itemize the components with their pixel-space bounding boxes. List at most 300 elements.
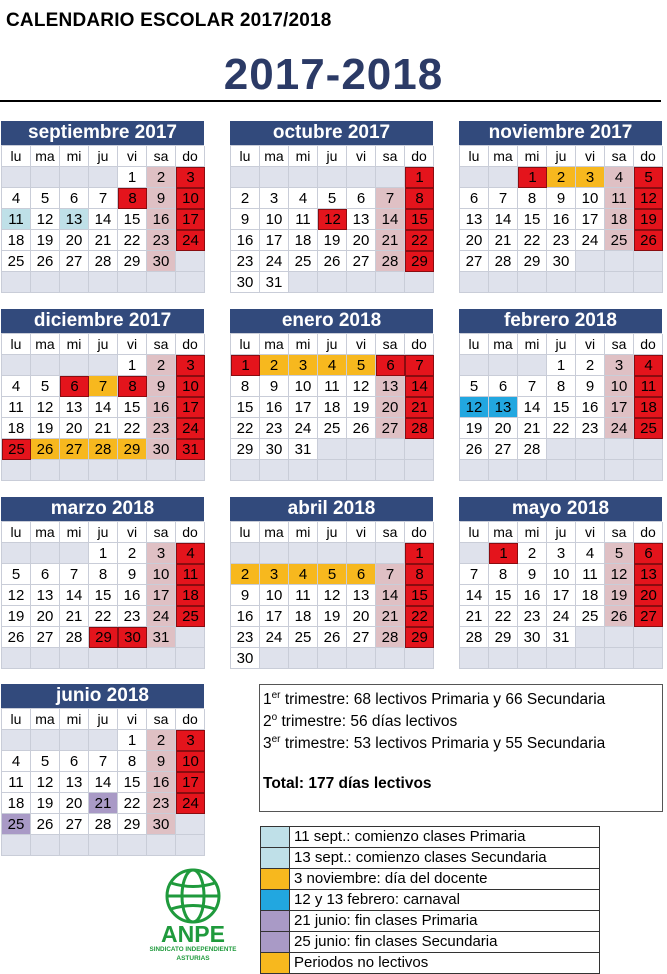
day-cell: 15	[405, 209, 434, 230]
day-cell: 2	[118, 543, 147, 564]
day-cell: 21	[460, 606, 489, 627]
day-cell: 7	[60, 564, 89, 585]
weekday-header: ju	[318, 522, 347, 543]
weekday-header: mi	[60, 146, 89, 167]
day-cell: 4	[2, 188, 31, 209]
weekday-header: vi	[118, 334, 147, 355]
empty-cell	[89, 730, 118, 751]
empty-cell	[118, 460, 147, 481]
day-cell: 28	[376, 627, 405, 648]
anpe-logo	[148, 866, 238, 962]
weekday-header: ma	[489, 334, 518, 355]
day-cell: 21	[376, 230, 405, 251]
day-cell: 6	[634, 543, 663, 564]
day-cell: 25	[176, 606, 205, 627]
day-cell: 5	[318, 564, 347, 585]
day-cell: 12	[31, 397, 60, 418]
month-grid	[459, 521, 662, 669]
day-cell: 7	[376, 564, 405, 585]
legend-label: 25 junio: fin clases Secundaria	[294, 933, 498, 950]
day-cell: 28	[89, 439, 118, 460]
day-cell: 7	[89, 751, 118, 772]
day-cell: 7	[489, 188, 518, 209]
day-cell: 23	[576, 418, 605, 439]
day-cell: 3	[260, 188, 289, 209]
day-cell: 25	[634, 418, 663, 439]
legend-item	[261, 890, 599, 911]
month-grid	[1, 145, 204, 293]
weekday-header: lu	[2, 709, 31, 730]
day-cell: 28	[60, 627, 89, 648]
legend-swatch	[261, 890, 290, 910]
day-cell: 4	[576, 543, 605, 564]
month-title: noviembre 2017	[459, 121, 662, 145]
day-cell: 1	[547, 355, 576, 376]
day-cell: 23	[231, 251, 260, 272]
day-cell: 10	[260, 585, 289, 606]
day-cell: 18	[2, 418, 31, 439]
empty-cell	[605, 272, 634, 293]
day-cell: 3	[605, 355, 634, 376]
month-title: marzo 2018	[1, 497, 204, 521]
day-cell: 12	[634, 188, 663, 209]
day-cell: 14	[89, 772, 118, 793]
svg-text:ANPE: ANPE	[161, 921, 225, 947]
day-cell: 21	[89, 230, 118, 251]
day-cell: 4	[176, 543, 205, 564]
weekday-header: ju	[318, 334, 347, 355]
day-cell: 22	[518, 230, 547, 251]
month-title: septiembre 2017	[1, 121, 204, 145]
weekday-header: sa	[605, 146, 634, 167]
day-cell: 28	[89, 814, 118, 835]
legend-item	[261, 953, 599, 974]
day-cell: 30	[147, 439, 176, 460]
empty-cell	[147, 460, 176, 481]
day-cell: 18	[2, 230, 31, 251]
day-cell: 14	[89, 209, 118, 230]
empty-cell	[547, 272, 576, 293]
trimester-summary	[259, 684, 663, 812]
day-cell: 19	[31, 793, 60, 814]
empty-cell	[634, 648, 663, 669]
weekday-header: lu	[460, 522, 489, 543]
day-cell: 27	[60, 814, 89, 835]
day-cell: 8	[231, 376, 260, 397]
day-cell: 6	[60, 376, 89, 397]
weekday-header: lu	[460, 334, 489, 355]
empty-cell	[118, 272, 147, 293]
weekday-header: vi	[576, 334, 605, 355]
day-cell: 22	[547, 418, 576, 439]
legend-swatch	[261, 848, 290, 868]
weekday-header: mi	[60, 522, 89, 543]
day-cell: 9	[118, 564, 147, 585]
empty-cell	[405, 460, 434, 481]
day-cell: 9	[147, 751, 176, 772]
day-cell: 8	[118, 188, 147, 209]
day-cell: 3	[176, 355, 205, 376]
empty-cell	[634, 627, 663, 648]
empty-cell	[31, 272, 60, 293]
empty-cell	[2, 167, 31, 188]
day-cell: 13	[489, 397, 518, 418]
day-cell: 4	[2, 376, 31, 397]
day-cell: 26	[634, 230, 663, 251]
day-cell: 27	[347, 627, 376, 648]
day-cell: 11	[289, 585, 318, 606]
empty-cell	[2, 648, 31, 669]
day-cell: 25	[2, 814, 31, 835]
day-cell: 13	[60, 772, 89, 793]
day-cell: 28	[460, 627, 489, 648]
empty-cell	[60, 648, 89, 669]
legend	[260, 826, 600, 974]
month-title: mayo 2018	[459, 497, 662, 521]
day-cell: 18	[289, 606, 318, 627]
day-cell: 10	[176, 376, 205, 397]
day-cell: 1	[118, 355, 147, 376]
day-cell: 3	[289, 355, 318, 376]
legend-item	[261, 848, 599, 869]
empty-cell	[376, 272, 405, 293]
empty-cell	[289, 543, 318, 564]
day-cell: 17	[147, 585, 176, 606]
day-cell: 30	[118, 627, 147, 648]
day-cell: 23	[147, 418, 176, 439]
day-cell: 13	[347, 585, 376, 606]
day-cell: 6	[347, 564, 376, 585]
empty-cell	[489, 460, 518, 481]
day-cell: 24	[576, 230, 605, 251]
day-cell: 18	[576, 585, 605, 606]
day-cell: 31	[547, 627, 576, 648]
day-cell: 30	[147, 814, 176, 835]
weekday-header: sa	[376, 334, 405, 355]
empty-cell	[518, 355, 547, 376]
empty-cell	[489, 648, 518, 669]
day-cell: 24	[547, 606, 576, 627]
empty-cell	[176, 835, 205, 856]
day-cell: 18	[605, 209, 634, 230]
weekday-header: vi	[576, 146, 605, 167]
day-cell: 22	[231, 418, 260, 439]
day-cell: 31	[289, 439, 318, 460]
day-cell: 16	[518, 585, 547, 606]
month-title: enero 2018	[230, 309, 433, 333]
weekday-header: do	[634, 146, 663, 167]
day-cell: 15	[118, 772, 147, 793]
day-cell: 16	[147, 772, 176, 793]
empty-cell	[605, 439, 634, 460]
day-cell: 17	[605, 397, 634, 418]
empty-cell	[376, 543, 405, 564]
day-cell: 29	[118, 439, 147, 460]
day-cell: 19	[634, 209, 663, 230]
empty-cell	[547, 439, 576, 460]
day-cell: 9	[547, 188, 576, 209]
month-septiembre	[1, 121, 204, 293]
day-cell: 10	[289, 376, 318, 397]
day-cell: 8	[89, 564, 118, 585]
empty-cell	[634, 272, 663, 293]
day-cell: 7	[89, 376, 118, 397]
day-cell: 10	[547, 564, 576, 585]
empty-cell	[347, 648, 376, 669]
day-cell: 2	[547, 167, 576, 188]
day-cell: 10	[147, 564, 176, 585]
legend-item	[261, 827, 599, 848]
day-cell: 27	[376, 418, 405, 439]
day-cell: 13	[460, 209, 489, 230]
day-cell: 3	[147, 543, 176, 564]
day-cell: 19	[2, 606, 31, 627]
day-cell: 1	[118, 730, 147, 751]
legend-swatch	[261, 869, 290, 889]
year-range-heading: 2017-2018	[223, 50, 444, 99]
empty-cell	[289, 460, 318, 481]
day-cell: 30	[231, 648, 260, 669]
day-cell: 11	[2, 397, 31, 418]
weekday-header: do	[176, 709, 205, 730]
empty-cell	[489, 167, 518, 188]
empty-cell	[576, 648, 605, 669]
day-cell: 12	[460, 397, 489, 418]
empty-cell	[318, 439, 347, 460]
day-cell: 2	[260, 355, 289, 376]
month-title: febrero 2018	[459, 309, 662, 333]
empty-cell	[260, 460, 289, 481]
weekday-header: ma	[31, 146, 60, 167]
weekday-header: vi	[347, 334, 376, 355]
day-cell: 28	[405, 418, 434, 439]
day-cell: 12	[31, 772, 60, 793]
empty-cell	[176, 251, 205, 272]
day-cell: 1	[489, 543, 518, 564]
empty-cell	[489, 272, 518, 293]
day-cell: 17	[176, 397, 205, 418]
day-cell: 18	[2, 793, 31, 814]
day-cell: 2	[518, 543, 547, 564]
day-cell: 20	[347, 230, 376, 251]
day-cell: 4	[2, 751, 31, 772]
day-cell: 9	[518, 564, 547, 585]
empty-cell	[260, 543, 289, 564]
weekday-header: mi	[518, 522, 547, 543]
day-cell: 14	[60, 585, 89, 606]
day-cell: 30	[231, 272, 260, 293]
weekday-header: do	[634, 334, 663, 355]
day-cell: 27	[31, 627, 60, 648]
empty-cell	[547, 648, 576, 669]
day-cell: 25	[289, 627, 318, 648]
day-cell: 1	[118, 167, 147, 188]
weekday-header: ju	[547, 146, 576, 167]
day-cell: 30	[260, 439, 289, 460]
day-cell: 24	[605, 418, 634, 439]
weekday-header: lu	[231, 522, 260, 543]
day-cell: 2	[147, 167, 176, 188]
day-cell: 6	[60, 188, 89, 209]
month-abril	[230, 497, 433, 669]
empty-cell	[2, 543, 31, 564]
month-title: diciembre 2017	[1, 309, 204, 333]
month-title: junio 2018	[1, 684, 204, 708]
weekday-header: lu	[231, 146, 260, 167]
day-cell: 15	[405, 585, 434, 606]
title-divider	[0, 100, 661, 102]
day-cell: 2	[231, 564, 260, 585]
empty-cell	[576, 272, 605, 293]
trimester-line: 3er trimestre: 53 lectivos Primaria y 55 Secundaria	[263, 733, 606, 752]
day-cell: 29	[405, 251, 434, 272]
day-cell: 18	[289, 230, 318, 251]
day-cell: 26	[31, 814, 60, 835]
day-cell: 5	[634, 167, 663, 188]
day-cell: 20	[60, 230, 89, 251]
day-cell: 11	[289, 209, 318, 230]
day-cell: 12	[31, 209, 60, 230]
day-cell: 1	[231, 355, 260, 376]
trimester-line: 1er trimestre: 68 lectivos Primaria y 66 Secundaria	[263, 689, 606, 708]
empty-cell	[460, 167, 489, 188]
weekday-header: mi	[289, 334, 318, 355]
day-cell: 10	[176, 751, 205, 772]
day-cell: 5	[318, 188, 347, 209]
month-grid	[1, 521, 204, 669]
day-cell: 2	[147, 355, 176, 376]
empty-cell	[31, 543, 60, 564]
weekday-header: mi	[289, 522, 318, 543]
empty-cell	[318, 648, 347, 669]
day-cell: 16	[147, 209, 176, 230]
empty-cell	[634, 251, 663, 272]
day-cell: 31	[176, 439, 205, 460]
day-cell: 23	[147, 230, 176, 251]
day-cell: 19	[31, 418, 60, 439]
day-cell: 5	[31, 376, 60, 397]
day-cell: 15	[231, 397, 260, 418]
day-cell: 12	[347, 376, 376, 397]
day-cell: 22	[89, 606, 118, 627]
day-cell: 17	[176, 772, 205, 793]
day-cell: 24	[176, 793, 205, 814]
day-cell: 14	[460, 585, 489, 606]
day-cell: 9	[231, 209, 260, 230]
weekday-header: vi	[118, 709, 147, 730]
day-cell: 29	[118, 814, 147, 835]
weekday-header: sa	[147, 522, 176, 543]
day-cell: 30	[518, 627, 547, 648]
day-cell: 8	[547, 376, 576, 397]
day-cell: 28	[89, 251, 118, 272]
empty-cell	[118, 835, 147, 856]
day-cell: 15	[118, 397, 147, 418]
day-cell: 6	[347, 188, 376, 209]
empty-cell	[318, 167, 347, 188]
weekday-header: ju	[318, 146, 347, 167]
weekday-header: sa	[605, 334, 634, 355]
empty-cell	[2, 835, 31, 856]
day-cell: 4	[289, 188, 318, 209]
empty-cell	[60, 835, 89, 856]
day-cell: 20	[31, 606, 60, 627]
day-cell: 9	[576, 376, 605, 397]
day-cell: 7	[460, 564, 489, 585]
day-cell: 23	[147, 793, 176, 814]
empty-cell	[518, 272, 547, 293]
day-cell: 5	[2, 564, 31, 585]
empty-cell	[60, 730, 89, 751]
day-cell: 22	[118, 230, 147, 251]
day-cell: 14	[89, 397, 118, 418]
day-cell: 3	[576, 167, 605, 188]
legend-swatch	[261, 827, 290, 847]
day-cell: 26	[31, 251, 60, 272]
empty-cell	[89, 272, 118, 293]
empty-cell	[31, 648, 60, 669]
day-cell: 11	[2, 772, 31, 793]
weekday-header: mi	[289, 146, 318, 167]
day-cell: 8	[518, 188, 547, 209]
day-cell: 4	[318, 355, 347, 376]
day-cell: 12	[318, 585, 347, 606]
day-cell: 8	[405, 188, 434, 209]
weekday-header: sa	[376, 522, 405, 543]
empty-cell	[176, 627, 205, 648]
day-cell: 13	[347, 209, 376, 230]
empty-cell	[147, 648, 176, 669]
day-cell: 25	[289, 251, 318, 272]
empty-cell	[231, 460, 260, 481]
day-cell: 14	[405, 376, 434, 397]
day-cell: 26	[460, 439, 489, 460]
day-cell: 16	[260, 397, 289, 418]
empty-cell	[2, 460, 31, 481]
empty-cell	[176, 272, 205, 293]
empty-cell	[605, 627, 634, 648]
empty-cell	[176, 460, 205, 481]
weekday-header: ma	[31, 522, 60, 543]
day-cell: 30	[547, 251, 576, 272]
weekday-header: sa	[147, 334, 176, 355]
day-cell: 9	[147, 376, 176, 397]
empty-cell	[260, 167, 289, 188]
day-cell: 4	[289, 564, 318, 585]
empty-cell	[547, 460, 576, 481]
day-cell: 14	[376, 209, 405, 230]
day-cell: 11	[2, 209, 31, 230]
day-cell: 14	[376, 585, 405, 606]
day-cell: 20	[489, 418, 518, 439]
month-octubre	[230, 121, 433, 293]
day-cell: 11	[576, 564, 605, 585]
legend-swatch	[261, 953, 290, 973]
day-cell: 19	[347, 397, 376, 418]
day-cell: 26	[347, 418, 376, 439]
empty-cell	[318, 272, 347, 293]
day-cell: 6	[376, 355, 405, 376]
day-cell: 16	[231, 230, 260, 251]
day-cell: 18	[634, 397, 663, 418]
day-cell: 7	[405, 355, 434, 376]
day-cell: 3	[176, 730, 205, 751]
weekday-header: ma	[260, 334, 289, 355]
day-cell: 13	[376, 376, 405, 397]
day-cell: 9	[260, 376, 289, 397]
day-cell: 10	[605, 376, 634, 397]
weekday-header: vi	[347, 146, 376, 167]
